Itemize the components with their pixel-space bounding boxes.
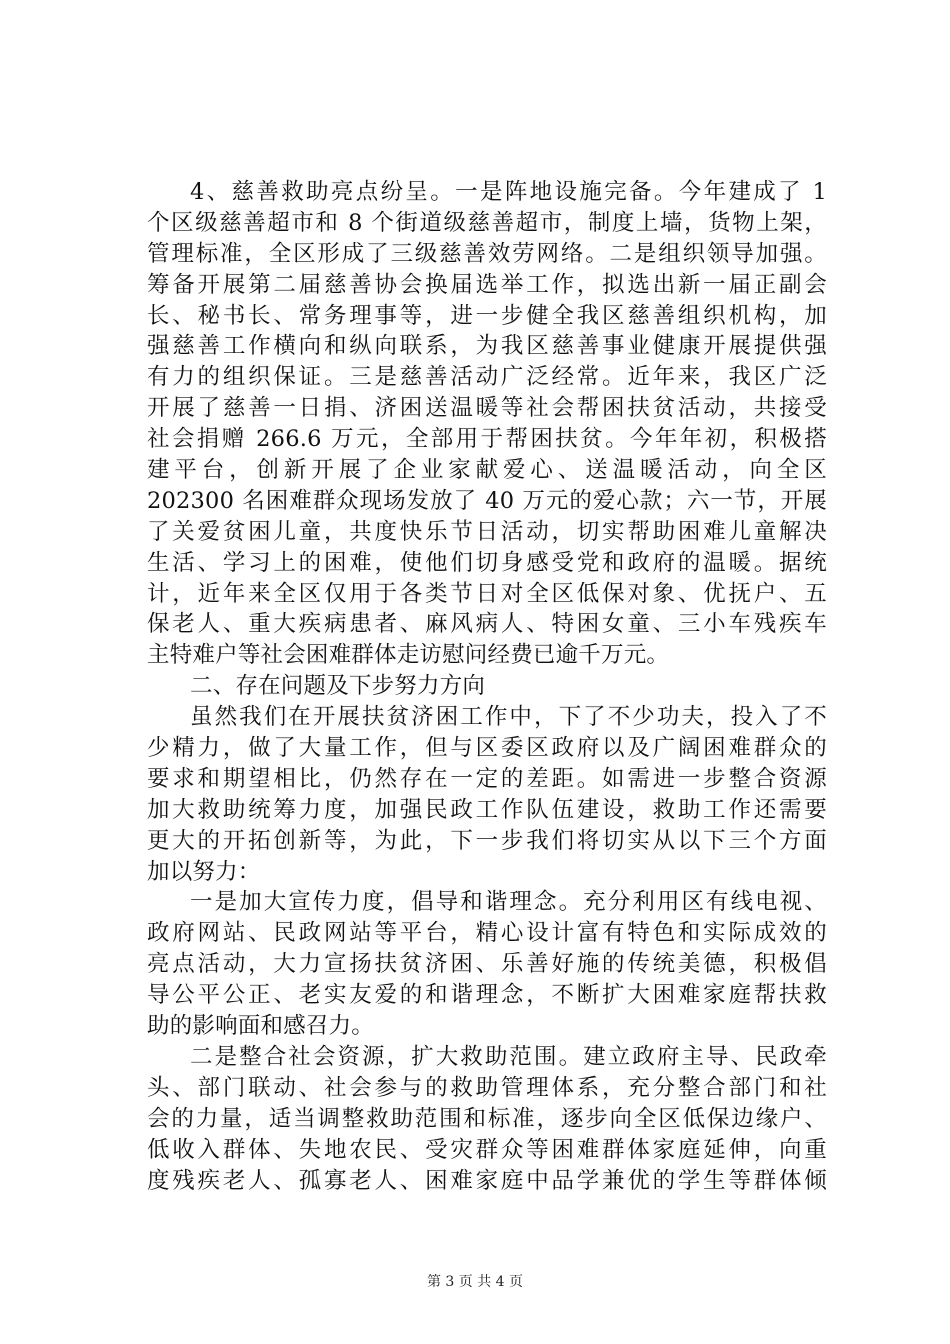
document-body — [147, 177, 827, 1196]
text-line: 更大的开拓创新等，为此，下一步我们将切实从以下三个方面 — [147, 827, 827, 854]
text-line: 加以努力： — [147, 858, 261, 885]
text-line: 主特难户等社会困难群体走访慰问经费已逾千万元。 — [147, 642, 670, 669]
text-line: 强慈善工作横向和纵向联系，为我区慈善事业健康开展提供强 — [147, 333, 827, 360]
section-heading: 二、存在问题及下步努力方向 — [190, 673, 486, 700]
text-line: 保老人、重大疾病患者、麻风病人、特困女童、三小车残疾车 — [147, 611, 827, 638]
text-line: 社会捐赠 266.6 万元，全部用于帮困扶贫。今年年初，积极搭 — [147, 426, 827, 453]
text-line: 要求和期望相比，仍然存在一定的差距。如需进一步整合资源 — [147, 765, 827, 792]
text-line: 了关爱贫困儿童，共度快乐节日活动，切实帮助困难儿童解决 — [147, 518, 827, 545]
text-line: 助的影响面和感召力。 — [147, 1013, 375, 1040]
text-line: 二是整合社会资源，扩大救助范围。建立政府主导、民政牵 — [190, 1043, 827, 1070]
text-line: 建平台，创新开展了企业家献爱心、送温暖活动，向全区 — [147, 457, 827, 484]
text-line: 开展了慈善一日捐、济困送温暖等社会帮困扶贫活动，共接受 — [147, 395, 827, 422]
text-line: 个区级慈善超市和 8 个街道级慈善超市，制度上墙，货物上架， — [147, 209, 827, 236]
text-line: 政府网站、民政网站等平台，精心设计富有特色和实际成效的 — [147, 920, 827, 947]
text-line: 生活、学习上的困难，使他们切身感受党和政府的温暖。据统 — [147, 549, 827, 576]
text-line: 会的力量，适当调整救助范围和标准，逐步向全区低保边缘户、 — [147, 1105, 827, 1132]
text-line: 加大救助统筹力度，加强民政工作队伍建设，救助工作还需要 — [147, 796, 827, 823]
text-line: 少精力，做了大量工作，但与区委区政府以及广阔困难群众的 — [147, 735, 827, 762]
text-line: 一是加大宣传力度，倡导和谐理念。充分利用区有线电视、 — [190, 889, 827, 916]
text-line: 导公平公正、老实友爱的和谐理念，不断扩大困难家庭帮扶救 — [147, 982, 827, 1009]
text-line: 管理标准，全区形成了三级慈善效劳网络。二是组织领导加强。 — [147, 240, 827, 267]
text-line: 头、部门联动、社会参与的救助管理体系，充分整合部门和社 — [147, 1074, 827, 1101]
text-line: 亮点活动，大力宣扬扶贫济困、乐善好施的传统美德，积极倡 — [147, 951, 827, 978]
text-line: 计，近年来全区仅用于各类节日对全区低保对象、优抚户、五 — [147, 580, 827, 607]
text-line: 虽然我们在开展扶贫济困工作中，下了不少功夫，投入了不 — [190, 704, 827, 731]
text-line: 有力的组织保证。三是慈善活动广泛经常。近年来，我区广泛 — [147, 364, 827, 391]
text-line: 筹备开展第二届慈善协会换届选举工作，拟选出新一届正副会 — [147, 271, 827, 298]
text-line: 低收入群体、失地农民、受灾群众等困难群体家庭延伸，向重 — [147, 1136, 827, 1163]
page-number-footer: 第 3 页 共 4 页 — [426, 1274, 524, 1290]
text-line: 4、慈善救助亮点纷呈。一是阵地设施完备。今年建成了 1 — [190, 179, 827, 205]
text-line: 202300 名困难群众现场发放了 40 万元的爱心款；六一节，开展 — [147, 487, 827, 514]
text-line: 长、秘书长、常务理事等，进一步健全我区慈善组织机构，加 — [147, 302, 827, 329]
text-line: 度残疾老人、孤寡老人、困难家庭中品学兼优的学生等群体倾 — [147, 1167, 827, 1194]
